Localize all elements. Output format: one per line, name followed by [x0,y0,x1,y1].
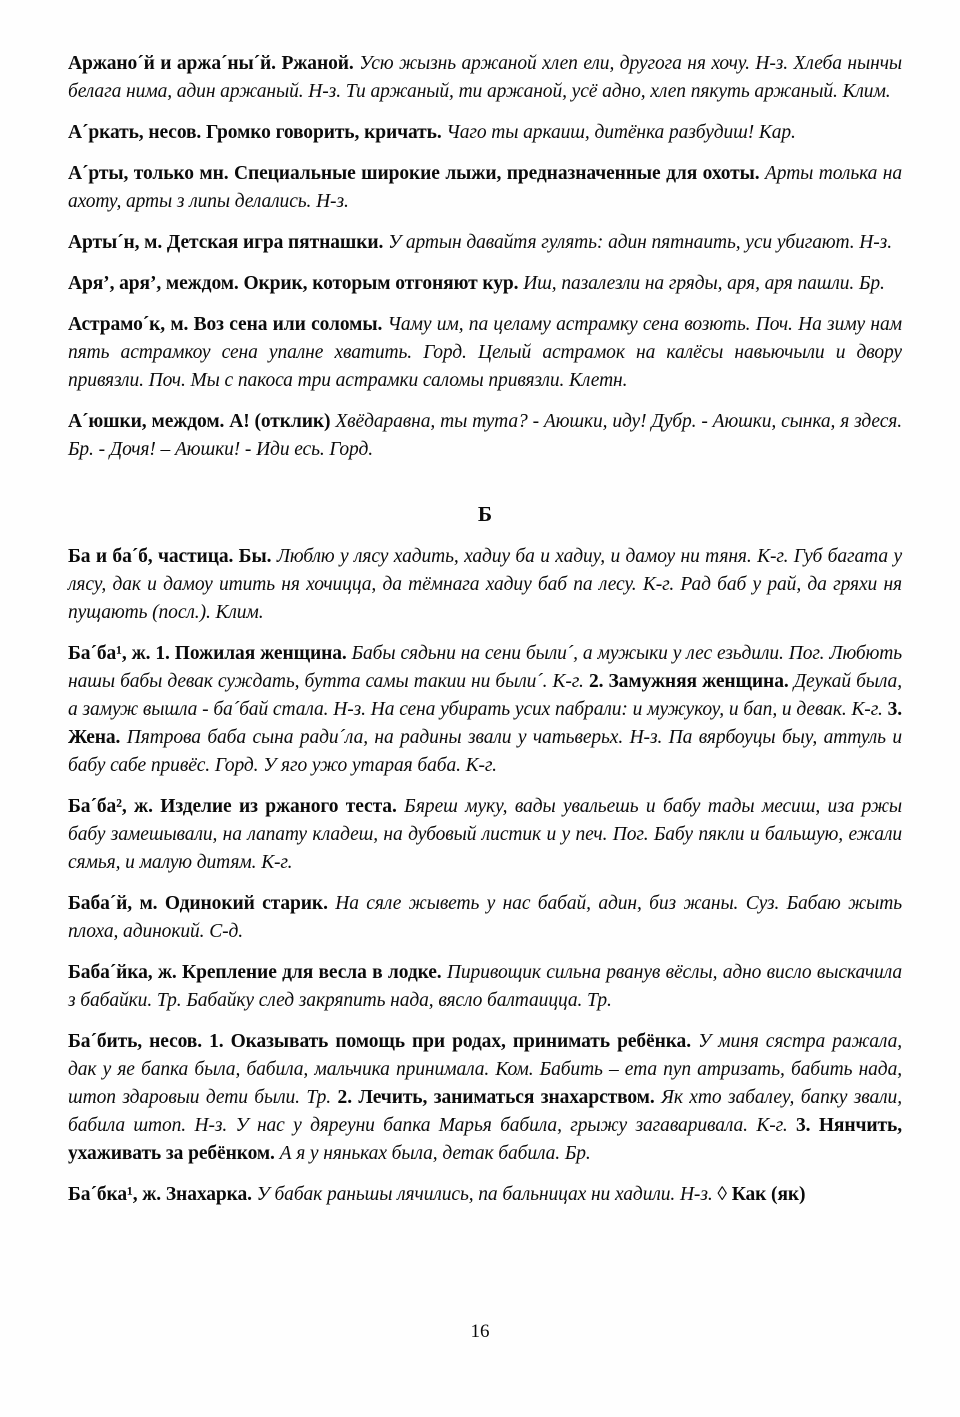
dictionary-entry [68,229,902,257]
dictionary-entry [68,640,902,780]
entry-headword-definition: Астрамо´к, м. Воз сена или соломы. [68,314,388,335]
entry-example-text: Хвёдаравна, ты тута? - Аюшки, иду! Дубр. - Аюшки, сынка, я здеся. Бр. - Дочя! – Аюшки! - Иди есь. Горд. [68,411,902,460]
dictionary-entry [68,270,902,298]
entry-example-text: Люблю у лясу хадить, хадиу ба и хадиу, и дамоу ни тяня. К-г. Губ багата у лясу, дак и дамоу итить ня хочицца, да тёмнага хадиу баб па лесу. К-г. Рад баб у рай, да гряхи ня пущають (посл.). Клим. [68,546,903,623]
entry-headword-definition: Баба´й, м. Одинокий старик. [68,893,336,914]
dictionary-entry [68,890,902,946]
entry-example-text: У артын давайтя гулять: адин пятнаить, уси убигают. Н-з. [388,232,892,253]
dictionary-entry [68,1028,902,1168]
dictionary-entry [68,1181,902,1209]
entry-headword-definition: Аря’, аря’, междом. Окрик, которым отгоняют кур. [68,273,524,294]
entry-headword-definition: 2. Лечить, заниматься знахарством. [337,1087,662,1108]
entry-example-text: У бабак раньшы лячились, па бальницах ни хадили. Н-з. [256,1184,718,1205]
entry-headword-definition: Баба´йка, ж. Крепление для весла в лодке. [68,962,447,983]
entry-headword-definition: 3. Жена. [68,699,902,748]
entry-headword-definition: А´юшки, междом. А! (отклик) [68,411,336,432]
entry-example-text: Пиривощик сильна рванув вёслы, адно висло выскачила з бабайки. Тр. Бабайку след закряпить нада, вясло балтаицца. Тр. [68,962,902,1011]
entry-headword-definition: Как (як) [731,1184,806,1205]
dictionary-entry [68,793,902,877]
entry-headword-definition: 2. Замужняя женщина. [588,671,794,692]
entry-example-text: Деукай была, а замуж вышла - ба´бай стала. Н-з. На сена убирать усих пабрали: и мужукоу, и бап, и девак. К-г. [68,671,902,720]
entry-example-text: Бабы сядьни на сени были´, а мужыки у лес езьдили. Пог. Любють нашы бабы девак суждать, бутта самы такии ни были´. К-г. [68,643,902,692]
entry-headword-definition: Ба´бка¹, ж. Знахарка. [68,1184,257,1205]
entry-example-text: А я у няньках была, детак бабила. Бр. [279,1143,591,1164]
entry-example-text: Чаго ты аркаиш, дитёнка разбудиш! Кар. [446,122,796,143]
entry-example-text: Пятрова баба сына ради´ла, на радины звали у чатьверьх. Н-з. Па вярбоуцы быу, аттуль и бабу сабе привёс. Горд. У яго ужо утарая баба. К-г. [68,727,902,776]
dictionary-entry [68,119,902,147]
dictionary-entry [68,311,902,395]
dictionary-entry [68,408,902,464]
entry-headword-definition: 3. Нянчить, ухаживать за ребёнком. [68,1115,902,1164]
entry-headword-definition: А´рты, только мн. Специальные широкие лыжи, предназначенные для охоты. [68,163,765,184]
entry-example-text: Иш, пазалезли на гряды, аря, аря пашли. Бр. [523,273,885,294]
section-header-letter: Б [477,502,493,526]
entry-headword-definition: Ба´бить, несов. 1. Оказывать помощь при родах, принимать ребёнка. [68,1031,699,1052]
dictionary-entry [68,543,902,627]
dictionary-entry [68,959,902,1015]
entry-example-text: На сяле жыветь у нас бабай, адин, биз жаны. Суз. Бабаю жыть плоха, адинокий. С-д. [68,893,903,942]
entry-example-text: Як хто забалеу, бапку звали, бабила штоп. Н-з. У нас у дяреуни бапка Марья бабила, грыжу загаваривала. К-г. [68,1087,902,1136]
dictionary-entry [68,160,902,216]
entry-example-text: Усю жызнь аржаной хлеп ели, другога ня хочу. Н-з. Хлеба нынчы белага нима, адин аржаный. Н-з. Ти аржаный, ти аржаной, усё адно, хлеп пякуть аржаный. Клим. [68,53,902,102]
entry-headword-definition: Арты´н, м. Детская игра пятнашки. [68,232,389,253]
page-number: 16 [470,1321,490,1342]
dictionary-entry [68,50,902,106]
entry-headword-definition: Ба и ба´б, частица. Бы. [68,546,277,567]
entry-headword-definition: Ба´ба², ж. Изделие из ржаного теста. [68,796,405,817]
entry-example-text: Бяреш муку, вады увальешь и бабу тады месиш, иза ржы бабу замешывали, на лапату кладеш, на дубовый листик и у печ. Пог. Бабу пякли и бальшую, ежали сямья, и малую дитям. К-г. [68,796,902,873]
entry-symbol: ◊ [717,1184,732,1205]
entry-example-text: Чаму им, па целаму астрамку сена возють. Поч. На зиму нам пять астрамкоу сена упалне хватить. Горд. Целый астрамок на калёсы навьючыли и двору привязли. Поч. Мы с пакоса три астрамки саломы привязли. Клетн. [68,314,902,391]
dictionary-content [68,50,902,1222]
entry-headword-definition: А´ркать, несов. Громко говорить, кричать. [68,122,447,143]
entry-headword-definition: Аржано´й и аржа´ны´й. Ржаной. [68,53,360,74]
entry-headword-definition: Ба´ба¹, ж. 1. Пожилая женщина. [68,643,352,664]
entry-example-text: Арты толька на ахоту, арты з липы делались. Н-з. [68,163,902,212]
entry-example-text: У миня сястра ражала, дак у яе бапка была, бабила, мальчика принимала. Ком. Бабить – ета пуп атризать, бабить нада, штоп здаровыи дети были. Тр. [68,1031,902,1108]
